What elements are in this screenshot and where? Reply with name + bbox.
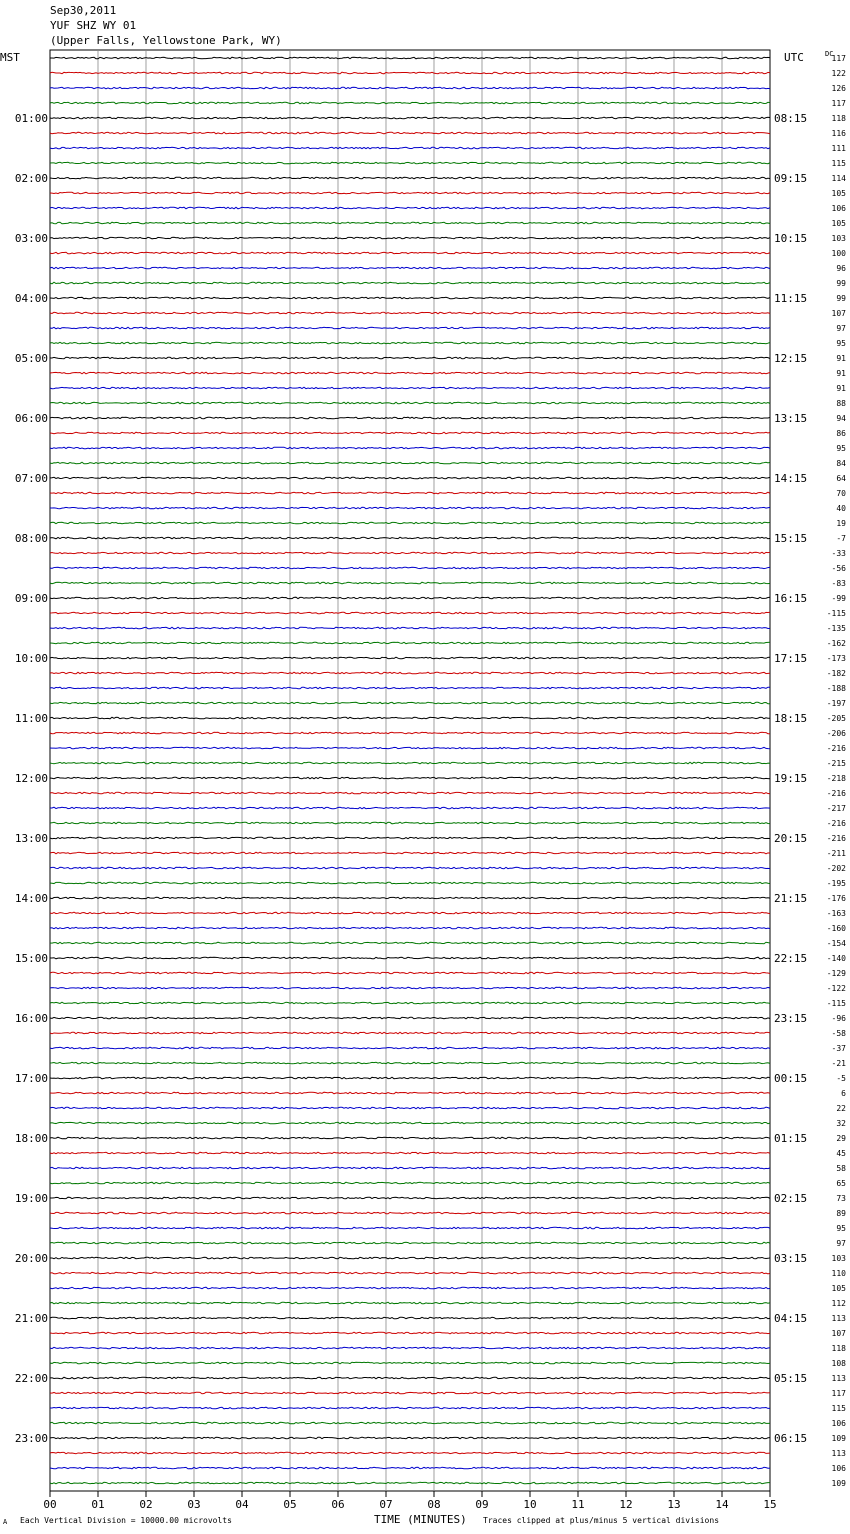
utc-hour-label: 18:15 <box>774 712 808 725</box>
dc-value: -188 <box>826 684 846 693</box>
x-tick-label: 09 <box>475 1498 489 1511</box>
clip-note: Traces clipped at plus/minus 5 vertical divisions <box>483 1516 720 1525</box>
dc-value: 105 <box>831 1284 846 1293</box>
trace-line <box>50 132 770 134</box>
trace-line <box>50 372 770 374</box>
trace-line <box>50 1077 770 1079</box>
trace-line <box>50 72 770 74</box>
dc-value: 117 <box>831 99 846 108</box>
dc-value: -58 <box>831 1029 846 1038</box>
mst-hour-label: 08:00 <box>14 532 48 545</box>
trace-line <box>50 597 770 599</box>
dc-value: 113 <box>831 1374 846 1383</box>
mst-hour-label: 22:00 <box>14 1372 48 1385</box>
trace-line <box>50 1347 770 1349</box>
utc-hour-label: 05:15 <box>774 1372 808 1385</box>
dc-value: 95 <box>836 444 846 453</box>
trace-line <box>50 1302 770 1304</box>
dc-value: 6 <box>841 1089 846 1098</box>
utc-hour-label: 15:15 <box>774 532 808 545</box>
trace-line <box>50 117 770 119</box>
trace-line <box>50 102 770 104</box>
trace-line <box>50 1467 770 1469</box>
mst-hour-label: 03:00 <box>14 232 48 245</box>
trace-line <box>50 402 770 404</box>
trace-line <box>50 672 770 674</box>
dc-value: -216 <box>826 834 846 843</box>
trace-line <box>50 432 770 434</box>
x-tick-label: 06 <box>331 1498 345 1511</box>
trace-line <box>50 1287 770 1289</box>
x-tick-label: 14 <box>715 1498 729 1511</box>
trace-line <box>50 1392 770 1394</box>
mst-hour-label: 18:00 <box>14 1132 48 1145</box>
trace-line <box>50 1227 770 1229</box>
trace-line <box>50 147 770 149</box>
trace-line <box>50 1407 770 1409</box>
footer-mark: A <box>3 1518 8 1526</box>
trace-line <box>50 852 770 854</box>
trace-line <box>50 867 770 869</box>
trace-line <box>50 1332 770 1334</box>
dc-value: -197 <box>826 699 846 708</box>
mst-hour-label: 02:00 <box>14 172 48 185</box>
trace-line <box>50 747 770 749</box>
trace-line <box>50 702 770 704</box>
trace-line <box>50 87 770 89</box>
x-tick-label: 01 <box>91 1498 105 1511</box>
trace-line <box>50 57 770 59</box>
trace-line <box>50 507 770 509</box>
mst-hour-label: 06:00 <box>14 412 48 425</box>
trace-line <box>50 1272 770 1274</box>
dc-value: 117 <box>831 1389 846 1398</box>
utc-hour-label: 20:15 <box>774 832 808 845</box>
mst-hour-label: 10:00 <box>14 652 48 665</box>
trace-line <box>50 177 770 179</box>
mst-hour-label: 13:00 <box>14 832 48 845</box>
mst-hour-label: 17:00 <box>14 1072 48 1085</box>
dc-value: 126 <box>831 84 846 93</box>
dc-value: -173 <box>826 654 846 663</box>
trace-line <box>50 1362 770 1364</box>
trace-line <box>50 297 770 299</box>
utc-hour-label: 22:15 <box>774 952 808 965</box>
dc-value: 94 <box>836 414 846 423</box>
trace-line <box>50 897 770 899</box>
utc-hour-label: 00:15 <box>774 1072 808 1085</box>
mst-hour-label: 15:00 <box>14 952 48 965</box>
mst-hour-label: 23:00 <box>14 1432 48 1445</box>
trace-line <box>50 1107 770 1109</box>
trace-line <box>50 252 770 254</box>
trace-line <box>50 282 770 284</box>
dc-value: 100 <box>831 249 846 258</box>
dc-value: -129 <box>826 969 846 978</box>
dc-value: 97 <box>836 324 846 333</box>
trace-line <box>50 522 770 524</box>
dc-value: -99 <box>831 594 846 603</box>
utc-hour-label: 16:15 <box>774 592 808 605</box>
dc-value: 73 <box>836 1194 846 1203</box>
dc-value: -162 <box>826 639 846 648</box>
dc-value: 113 <box>831 1449 846 1458</box>
trace-line <box>50 1182 770 1184</box>
dc-value: -195 <box>826 879 846 888</box>
dc-value: 108 <box>831 1359 846 1368</box>
dc-value: 107 <box>831 309 846 318</box>
dc-value: 64 <box>836 474 846 483</box>
dc-value: -216 <box>826 744 846 753</box>
trace-line <box>50 822 770 824</box>
mst-hour-label: 04:00 <box>14 292 48 305</box>
mst-hour-label: 05:00 <box>14 352 48 365</box>
trace-line <box>50 1437 770 1439</box>
dc-value: 91 <box>836 369 846 378</box>
dc-value: -215 <box>826 759 846 768</box>
dc-value: -122 <box>826 984 846 993</box>
dc-value: 95 <box>836 339 846 348</box>
dc-value: 105 <box>831 189 846 198</box>
trace-line <box>50 1167 770 1169</box>
utc-hour-label: 08:15 <box>774 112 808 125</box>
dc-value: 99 <box>836 294 846 303</box>
dc-value: -21 <box>831 1059 846 1068</box>
trace-line <box>50 1002 770 1004</box>
trace-line <box>50 612 770 614</box>
trace-line <box>50 837 770 839</box>
trace-line <box>50 462 770 464</box>
dc-value: 58 <box>836 1164 846 1173</box>
trace-line <box>50 537 770 539</box>
dc-value: 105 <box>831 219 846 228</box>
trace-line <box>50 1452 770 1454</box>
trace-line <box>50 807 770 809</box>
trace-line <box>50 1092 770 1094</box>
station-location: (Upper Falls, Yellowstone Park, WY) <box>50 34 282 47</box>
trace-line <box>50 1212 770 1214</box>
trace-line <box>50 627 770 629</box>
scale-note: Each Vertical Division = 10000.00 microvolts <box>20 1516 232 1525</box>
x-axis-label: TIME (MINUTES) <box>374 1513 467 1526</box>
dc-value: 89 <box>836 1209 846 1218</box>
x-tick-label: 10 <box>523 1498 537 1511</box>
trace-line <box>50 657 770 659</box>
dc-value: 96 <box>836 264 846 273</box>
trace-line <box>50 1242 770 1244</box>
station-code: YUF SHZ WY 01 <box>50 19 137 32</box>
dc-value: -206 <box>826 729 846 738</box>
dc-value: 91 <box>836 354 846 363</box>
trace-line <box>50 717 770 719</box>
trace-line <box>50 732 770 734</box>
dc-value: 106 <box>831 1419 846 1428</box>
mst-hour-label: 21:00 <box>14 1312 48 1325</box>
trace-line <box>50 1032 770 1034</box>
trace-line <box>50 1017 770 1019</box>
dc-value: 116 <box>831 129 846 138</box>
trace-line <box>50 792 770 794</box>
mst-hour-label: 01:00 <box>14 112 48 125</box>
dc-value: 115 <box>831 1404 846 1413</box>
dc-value: 19 <box>836 519 846 528</box>
trace-line <box>50 927 770 929</box>
dc-value: 118 <box>831 1344 846 1353</box>
utc-hour-label: 21:15 <box>774 892 808 905</box>
plot-frame <box>50 50 770 1491</box>
trace-line <box>50 387 770 389</box>
trace-line <box>50 1317 770 1319</box>
dc-value: -216 <box>826 819 846 828</box>
dc-value: -205 <box>826 714 846 723</box>
dc-value: -182 <box>826 669 846 678</box>
dc-value: -115 <box>826 609 846 618</box>
dc-column-label: DC <box>825 50 834 58</box>
trace-line <box>50 492 770 494</box>
trace-line <box>50 1377 770 1379</box>
dc-value: -160 <box>826 924 846 933</box>
x-tick-label: 03 <box>187 1498 201 1511</box>
dc-value: 99 <box>836 279 846 288</box>
trace-line <box>50 267 770 269</box>
dc-value: 95 <box>836 1224 846 1233</box>
x-tick-label: 15 <box>763 1498 777 1511</box>
dc-value: 115 <box>831 159 846 168</box>
x-tick-label: 00 <box>43 1498 57 1511</box>
trace-line <box>50 192 770 194</box>
trace-line <box>50 1062 770 1064</box>
dc-value: 109 <box>831 1479 846 1488</box>
trace-line <box>50 477 770 479</box>
dc-value: 107 <box>831 1329 846 1338</box>
utc-hour-label: 19:15 <box>774 772 808 785</box>
dc-value: -37 <box>831 1044 846 1053</box>
trace-line <box>50 987 770 989</box>
dc-value: 97 <box>836 1239 846 1248</box>
trace-line <box>50 1422 770 1424</box>
utc-hour-label: 13:15 <box>774 412 808 425</box>
trace-line <box>50 1122 770 1124</box>
trace-line <box>50 1152 770 1154</box>
mst-hour-label: 12:00 <box>14 772 48 785</box>
dc-value: -33 <box>831 549 846 558</box>
dc-value: 32 <box>836 1119 846 1128</box>
mst-hour-label: 19:00 <box>14 1192 48 1205</box>
trace-line <box>50 1257 770 1259</box>
dc-value: -218 <box>826 774 846 783</box>
dc-value: 84 <box>836 459 846 468</box>
utc-hour-label: 04:15 <box>774 1312 808 1325</box>
trace-line <box>50 312 770 314</box>
trace-line <box>50 207 770 209</box>
mst-hour-label: 20:00 <box>14 1252 48 1265</box>
dc-value: -96 <box>831 1014 846 1023</box>
dc-value: 91 <box>836 384 846 393</box>
trace-line <box>50 957 770 959</box>
dc-value: 65 <box>836 1179 846 1188</box>
utc-hour-label: 11:15 <box>774 292 808 305</box>
dc-value: 45 <box>836 1149 846 1158</box>
dc-value: -211 <box>826 849 846 858</box>
mst-hour-label: 16:00 <box>14 1012 48 1025</box>
left-timezone-label: MST <box>0 51 20 64</box>
trace-line <box>50 447 770 449</box>
dc-value: 122 <box>831 69 846 78</box>
x-tick-label: 02 <box>139 1498 153 1511</box>
mst-hour-label: 11:00 <box>14 712 48 725</box>
mst-hour-label: 09:00 <box>14 592 48 605</box>
right-timezone-label: UTC <box>784 51 804 64</box>
x-tick-label: 12 <box>619 1498 633 1511</box>
dc-value: -163 <box>826 909 846 918</box>
dc-value: -217 <box>826 804 846 813</box>
dc-value: 29 <box>836 1134 846 1143</box>
dc-value: -202 <box>826 864 846 873</box>
trace-line <box>50 162 770 164</box>
trace-line <box>50 567 770 569</box>
trace-line <box>50 1047 770 1049</box>
x-tick-label: 08 <box>427 1498 441 1511</box>
mst-hour-label: 14:00 <box>14 892 48 905</box>
dc-value: 106 <box>831 204 846 213</box>
trace-line <box>50 972 770 974</box>
dc-value: -216 <box>826 789 846 798</box>
x-tick-label: 04 <box>235 1498 249 1511</box>
dc-value: 118 <box>831 114 846 123</box>
dc-value: 70 <box>836 489 846 498</box>
utc-hour-label: 09:15 <box>774 172 808 185</box>
utc-hour-label: 06:15 <box>774 1432 808 1445</box>
trace-line <box>50 1137 770 1139</box>
trace-line <box>50 942 770 944</box>
x-tick-label: 11 <box>571 1498 585 1511</box>
utc-hour-label: 14:15 <box>774 472 808 485</box>
trace-line <box>50 237 770 239</box>
dc-value: -140 <box>826 954 846 963</box>
trace-line <box>50 1197 770 1199</box>
utc-hour-label: 01:15 <box>774 1132 808 1145</box>
x-tick-label: 13 <box>667 1498 681 1511</box>
trace-line <box>50 882 770 884</box>
dc-value: 111 <box>831 144 846 153</box>
dc-value: 40 <box>836 504 846 513</box>
x-tick-label: 05 <box>283 1498 297 1511</box>
dc-value: -115 <box>826 999 846 1008</box>
dc-value: -7 <box>836 534 846 543</box>
trace-line <box>50 357 770 359</box>
dc-value: 103 <box>831 234 846 243</box>
dc-value: -176 <box>826 894 846 903</box>
trace-line <box>50 642 770 644</box>
dc-value: 109 <box>831 1434 846 1443</box>
utc-hour-label: 03:15 <box>774 1252 808 1265</box>
trace-line <box>50 417 770 419</box>
x-tick-label: 07 <box>379 1498 393 1511</box>
trace-line <box>50 327 770 329</box>
dc-value: 114 <box>831 174 846 183</box>
utc-hour-label: 12:15 <box>774 352 808 365</box>
trace-line <box>50 582 770 584</box>
dc-value: -5 <box>836 1074 846 1083</box>
utc-hour-label: 23:15 <box>774 1012 808 1025</box>
dc-value: 117 <box>831 54 846 63</box>
dc-value: 106 <box>831 1464 846 1473</box>
dc-value: -56 <box>831 564 846 573</box>
dc-value: 110 <box>831 1269 846 1278</box>
dc-value: 113 <box>831 1314 846 1323</box>
utc-hour-label: 10:15 <box>774 232 808 245</box>
trace-line <box>50 912 770 914</box>
dc-value: 88 <box>836 399 846 408</box>
chart-date: Sep30,2011 <box>50 4 117 17</box>
dc-value: -135 <box>826 624 846 633</box>
dc-value: 103 <box>831 1254 846 1263</box>
trace-line <box>50 342 770 344</box>
mst-hour-label: 07:00 <box>14 472 48 485</box>
dc-value: 86 <box>836 429 846 438</box>
utc-hour-label: 17:15 <box>774 652 808 665</box>
dc-value: -83 <box>831 579 846 588</box>
trace-line <box>50 762 770 764</box>
trace-line <box>50 777 770 779</box>
dc-value: 22 <box>836 1104 846 1113</box>
trace-line <box>50 222 770 224</box>
dc-value: -154 <box>826 939 846 948</box>
trace-line <box>50 1482 770 1484</box>
trace-line <box>50 687 770 689</box>
dc-value: 112 <box>831 1299 846 1308</box>
trace-line <box>50 552 770 554</box>
utc-hour-label: 02:15 <box>774 1192 808 1205</box>
